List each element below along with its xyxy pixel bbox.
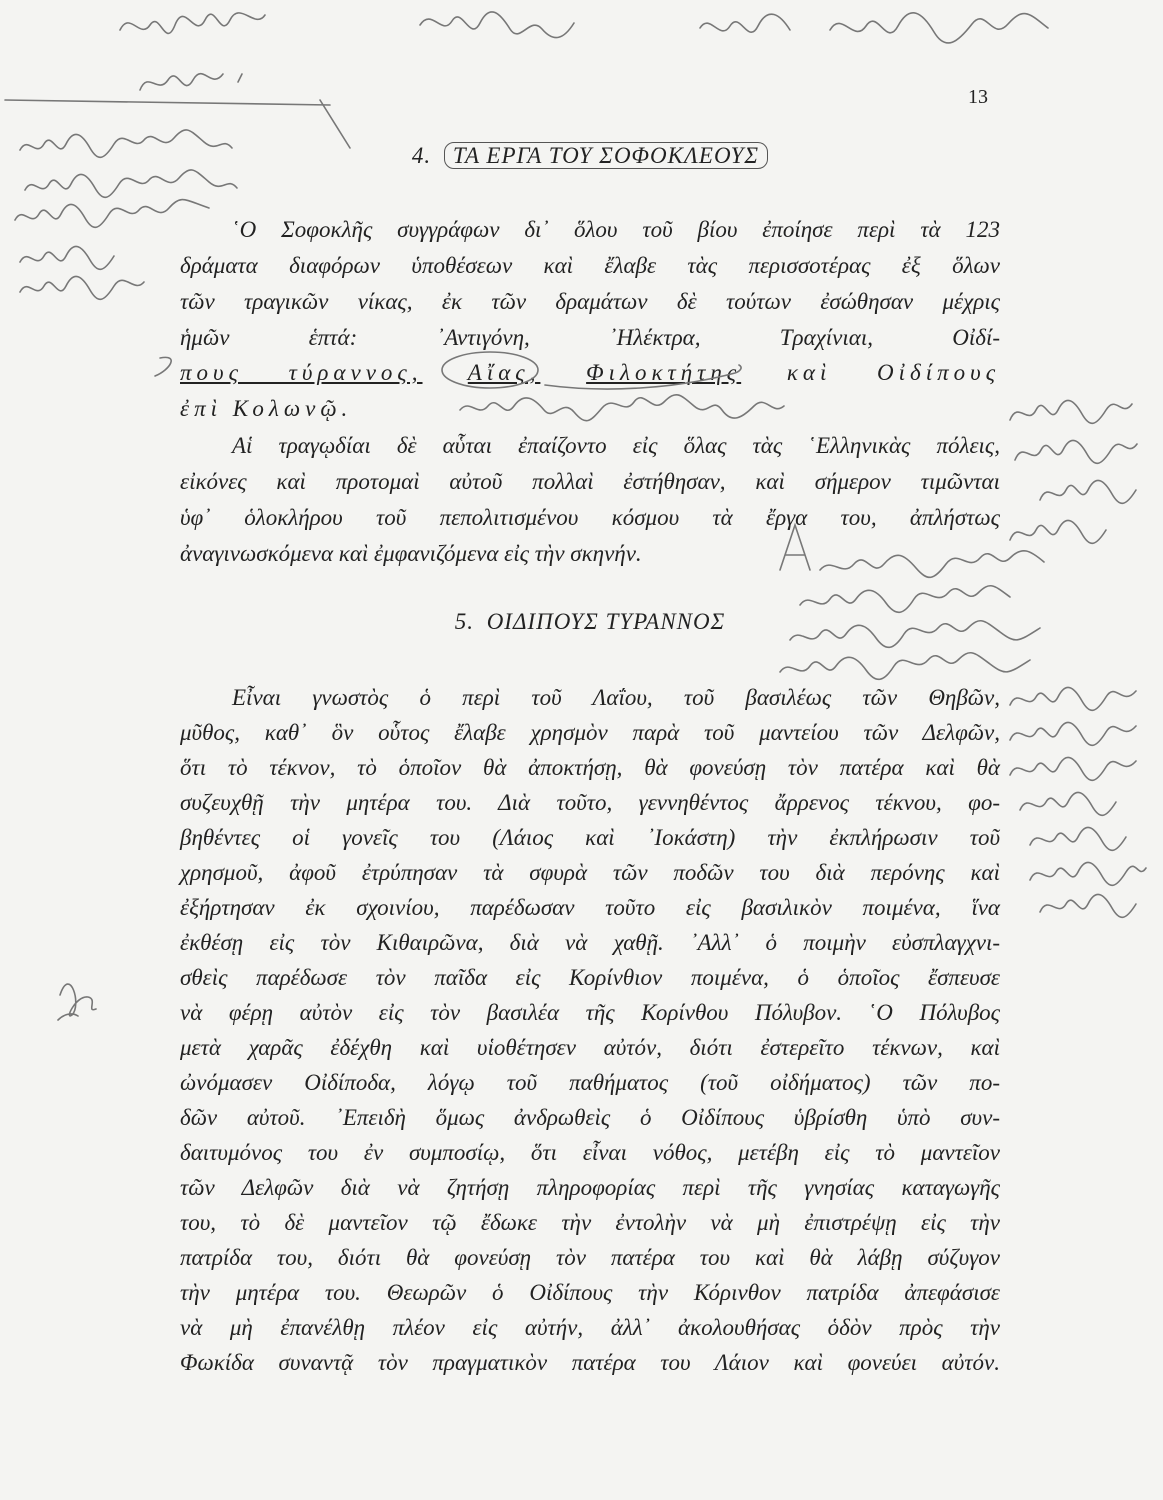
annotation-connector xyxy=(320,100,350,148)
section-5-line: δῶν αὐτοῦ. ᾿Επειδὴ ὅμως ἀνδρωθεὶς ὁ Οἰδίπους ὑβρίσθη ὑπὸ συν- xyxy=(180,1105,1000,1130)
handwriting-mark xyxy=(120,12,1048,43)
section-5-line: τὴν μητέρα του. Θεωρῶν ὁ Οἰδίπους τὴν Κόρινθον πατρίδα ἀπεφάσισε xyxy=(180,1280,1000,1305)
section-4-heading xyxy=(180,143,1000,169)
handwriting-mark xyxy=(1010,757,1136,780)
section-5-heading xyxy=(180,609,1000,635)
handwriting-mark xyxy=(780,653,1030,680)
plays-line xyxy=(180,357,1000,389)
play-philoctetes: Φιλοκτήτης xyxy=(586,360,742,385)
handwriting-mark xyxy=(1040,480,1136,503)
section-4-line: δράματα διαφόρων ὑποθέσεων καὶ ἔλαβε τὰς περισσοτέρας ἐξ ὅλων xyxy=(180,253,1000,278)
section-5-line: νὰ φέρῃ αὐτὸν εἰς τὸν βασιλέα τῆς Κορίνθου Πόλυβον. ῾Ο Πόλυβος xyxy=(180,1000,1000,1025)
section-5-line: δαιτυμόνος του ἐν συμποσίῳ, ὅτι εἶναι νόθος, μετέβη εἰς τὸ μαντεῖον xyxy=(180,1140,1000,1165)
handwriting-mark xyxy=(1010,722,1136,745)
annotation-connector xyxy=(5,100,330,105)
section-5-line: πατρίδα του, διότι θὰ φονεύσῃ τὸν πατέρα του καὶ θὰ λάβῃ σύζυγον xyxy=(180,1245,1000,1270)
section-5-line: Φωκίδα συναντᾷ τὸν πραγματικὸν πατέρα του Λάιον καὶ φονεύει αὐτόν. xyxy=(180,1350,1000,1375)
section-5-title: ΟΙΔΙΠΟΥΣ ΤΥΡΑΝΝΟΣ xyxy=(486,609,726,634)
section-4-number: 4. xyxy=(411,143,432,168)
section-5-line: βηθέντες οἱ γονεῖς του (Λάιος καὶ ᾿Ιοκάστη) τὴν ἐκπλήρωσιν τοῦ xyxy=(180,825,1000,850)
section-5-line: νὰ μὴ ἐπανέλθῃ πλέον εἰς αὐτήν, ἀλλ᾿ ἀκολουθήσας ὁδὸν πρὸς τὴν xyxy=(180,1315,1000,1340)
section-5-line: ὅτι τὸ τέκνον, τὸ ὁποῖον θὰ ἀποκτήσῃ, θὰ φονεύσῃ τὸν πατέρα καὶ θὰ xyxy=(180,755,1000,780)
handwriting-mark xyxy=(58,984,96,1020)
section-5-line: του, τὸ δὲ μαντεῖον τῷ ἔδωκε τὴν ἐντολὴν νὰ μὴ ἐπιστρέψῃ εἰς τὴν xyxy=(180,1210,1000,1235)
handwriting-mark xyxy=(1030,862,1146,885)
handwriting-mark xyxy=(1030,827,1126,850)
handwriting-mark xyxy=(155,357,171,376)
section-4-line: ἡμῶν ἑπτά: ᾿Αντιγόνη, ᾿Ηλέκτρα, Τραχίνιαι, Οἰδί- xyxy=(180,325,1000,350)
play-ajax: Αἴας, xyxy=(467,360,541,385)
section-5-line: μῦθος, καθ᾿ ὃν οὗτος ἔλαβε χρησμὸν παρὰ τοῦ μαντείου τῶν Δελφῶν, xyxy=(180,720,1000,745)
section-5-line: τῶν Δελφῶν διὰ νὰ ζητήσῃ πληροφορίας περὶ τῆς γνησίας καταγωγῆς xyxy=(180,1175,1000,1200)
handwriting-mark xyxy=(1010,520,1106,543)
section-4-paragraph-2-line: εἰκόνες καὶ προτομαὶ αὐτοῦ πολλαὶ ἐστήθησαν, καὶ σήμερον τιμῶνται xyxy=(180,469,1000,494)
section-5-line: συζευχθῇ τὴν μητέρα του. Διὰ τοῦτο, γεννηθέντος ἄρρενος τέκνου, φο- xyxy=(180,790,1000,815)
section-5-line: ἐκθέσῃ εἰς τὸν Κιθαιρῶνα, διὰ νὰ χαθῇ. ᾿Αλλ᾿ ὁ ποιμὴν εὐσπλαγχνι- xyxy=(180,930,1000,955)
section-5-line: μετὰ χαρᾶς ἐδέχθη καὶ υἱοθέτησεν αὐτόν, διότι ἐστερεῖτο τέκνων, καὶ xyxy=(180,1035,1000,1060)
handwriting-mark xyxy=(1040,894,1136,917)
section-4-paragraph-2-line: Αἱ τραγῳδίαι δὲ αὗται ἐπαίζοντο εἰς ὅλας τὰς ῾Ελληνικὰς πόλεις, xyxy=(232,433,1000,458)
section-5-line: ἐξήρτησαν ἐκ σχοινίου, παρέδωσαν τοῦτο εἰς βασιλικὸν ποιμένα, ἵνα xyxy=(180,895,1000,920)
handwriting-mark xyxy=(20,276,144,299)
section-5-line: Εἶναι γνωστὸς ὁ περὶ τοῦ Λαΐου, τοῦ βασιλέως τῶν Θηβῶν, xyxy=(232,685,1000,710)
handwriting-mark xyxy=(15,200,209,228)
section-5-line: ὠνόμασεν Οἰδίποδα, λόγῳ τοῦ παθήματος (τοῦ οἰδήματος) τῶν πο- xyxy=(180,1070,1000,1095)
handwriting-mark xyxy=(140,74,242,90)
section-5-number: 5. xyxy=(454,609,474,634)
section-4-title: ΤΑ ΕΡΓΑ ΤΟΥ ΣΟΦΟΚΛΕΟΥΣ xyxy=(444,142,768,169)
section-5-line: χρησμοῦ, ἀφοῦ ἐτρύπησαν τὰ σφυρὰ τῶν ποδῶν του διὰ περόνης καὶ xyxy=(180,860,1000,885)
handwriting-mark xyxy=(1020,792,1116,815)
handwriting-mark xyxy=(25,170,237,197)
page-number: 13 xyxy=(968,86,988,108)
section-4-paragraph-2-line: ἀναγινωσκόμενα καὶ ἐμφανιζόμενα εἰς τὴν σκηνήν. xyxy=(180,541,642,566)
section-4-line: τῶν τραγικῶν νίκας, ἐκ τῶν δραμάτων δὲ τούτων ἐσώθησαν μέχρις xyxy=(180,289,1000,314)
section-4-paragraph-2-line: ὑφ᾿ ὁλοκλήρου τοῦ πεπολιτισμένου κόσμου τὰ ἔργα του, ἀπλήστως xyxy=(180,505,1000,530)
section-4-last-line: ἐπὶ Κολωνῷ. xyxy=(180,396,353,421)
section-4-line: ῾Ο Σοφοκλῆς συγγράφων δι᾿ ὅλου τοῦ βίου ἐποίησε περὶ τὰ 123 xyxy=(232,217,1000,242)
section-5-line: σθεὶς παρέδωσε τὸν παῖδα εἰς Κορίνθιον ποιμένα, ὁ ὁποῖος ἔσπευσε xyxy=(180,965,1000,990)
handwriting-mark xyxy=(1010,400,1132,423)
handwriting-mark xyxy=(1010,687,1136,710)
handwriting-mark xyxy=(1015,440,1137,463)
play-oedipus-tyrannus: πους τύραννος, xyxy=(180,360,423,385)
play-oedipus-colonus: καὶ Οἰδίπους xyxy=(786,360,1001,385)
handwriting-mark xyxy=(20,246,114,269)
